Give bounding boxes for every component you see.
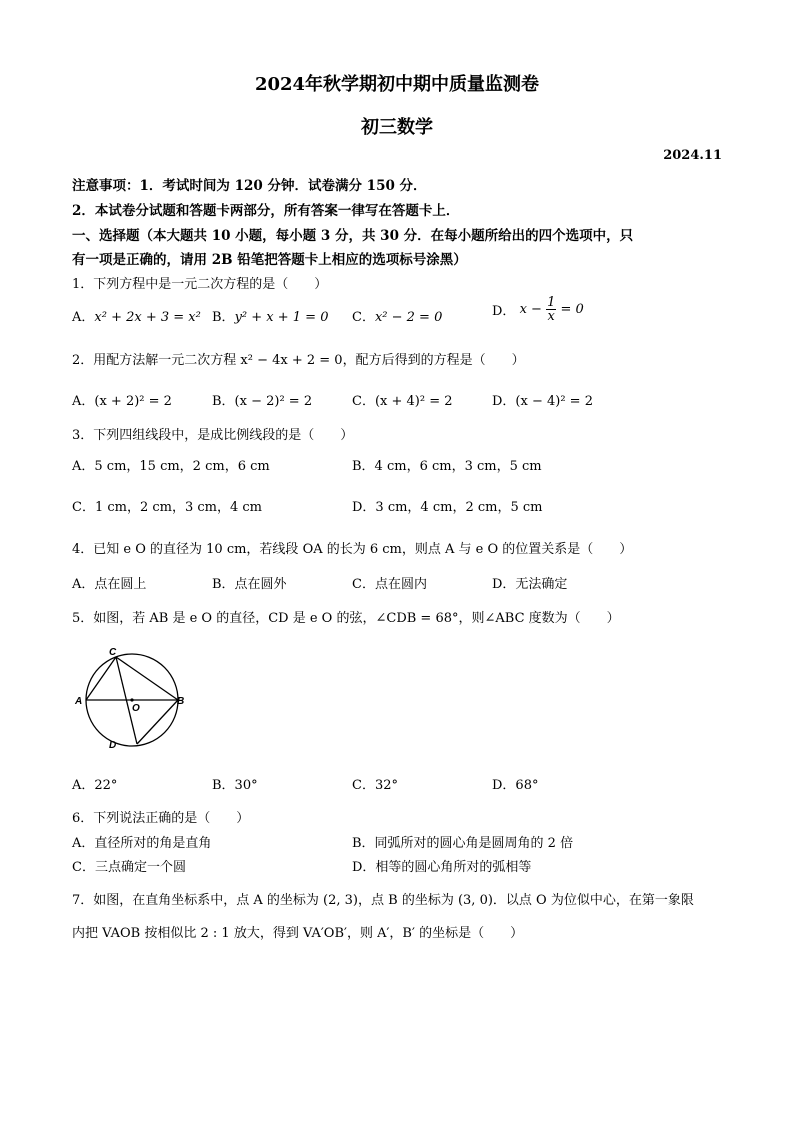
question-2-option-d: D．(x − 4)² = 2 [492,394,593,409]
circle-diagram-figure [72,644,188,754]
question-4-option-a: A．点在圆上 [72,577,147,592]
question-2-stem: 2．用配方法解一元二次方程 x² − 4x + 2 = 0，配方后得到的方程是（ ） [72,353,525,368]
question-3-stem: 3．下列四组线段中，是成比例线段的是（ ） [72,428,354,443]
fraction-one-over-x: $\frac{1}{x}$ [547,295,556,324]
question-5-option-b: B．30° [212,778,258,793]
question-4-option-c: C．点在圆内 [352,577,427,592]
question-4-option-d: D．无法确定 [492,577,568,592]
question-1-option-b: B．y² + x + 1 = 0 [212,310,329,325]
question-1-option-c-formula: x² − 2 = 0 [374,310,443,325]
section-1-heading-line-1: 一、选择题（本大题共 10 小题，每小题 3 分，共 30 分．在每小题所给出的四个选项中，只 [72,228,634,244]
question-4-option-b: B．点在圆外 [212,577,287,592]
label-point-d: D [109,740,117,751]
label-point-c: C [109,647,117,658]
question-1-option-c: C．x² − 2 = 0 [352,310,443,325]
label-point-b: B [177,696,185,707]
question-3-option-b: B．4 cm，6 cm，3 cm，5 cm [352,459,542,474]
question-1-option-d: D． x − $\frac{1}{x}$ = 0 [492,295,584,324]
notes-line-1: 注意事项：1．考试时间为 120 分钟．试卷满分 150 分． [72,178,427,194]
question-3-option-c: C．1 cm，2 cm，3 cm，4 cm [72,500,262,515]
question-5-stem: 5．如图，若 AB 是 e O 的直径，CD 是 e O 的弦，∠CDB = 68°，则∠ABC 度数为（ ） [72,611,620,626]
question-6-stem: 6．下列说法正确的是（ ） [72,811,250,826]
notes-line-2: 2．本试卷分试题和答题卡两部分，所有答案一律写在答题卡上． [72,203,460,219]
question-6-option-a: A．直径所对的角是直角 [72,836,212,851]
question-4-stem: 4．已知 e O 的直径为 10 cm，若线段 OA 的长为 6 cm，则点 A 与 e O 的位置关系是（ ） [72,542,633,557]
question-6-option-d: D．相等的圆心角所对的弧相等 [352,860,532,875]
question-3-option-a: A．5 cm，15 cm，2 cm，6 cm [72,459,270,474]
page-title: 2024年秋学期初中期中质量监测卷 [254,74,540,95]
question-5-option-d: D．68° [492,778,539,793]
exam-date: 2024.11 [663,148,722,163]
question-1-option-a-formula: x² + 2x + 3 = x² [94,310,201,325]
section-1-heading-line-2: 有一项是正确的，请用 2B 铅笔把答题卡上相应的选项标号涂黑） [72,252,467,268]
question-1-stem: 1．下列方程中是一元二次方程的是（ ） [72,277,328,292]
label-point-o: O [132,703,140,714]
question-2-option-c: C．(x + 4)² = 2 [352,394,453,409]
question-7-stem-line-2: 内把 VAOB 按相似比 2 : 1 放大，得到 VA′OB′，则 A′，B′ 的坐标是（ ） [72,926,524,941]
question-5-option-a: A．22° [72,778,118,793]
question-1-option-b-formula: y² + x + 1 = 0 [234,310,329,325]
question-3-option-d: D．3 cm，4 cm，2 cm，5 cm [352,500,543,515]
question-2-option-a: A．(x + 2)² = 2 [72,394,172,409]
question-6-option-c: C．三点确定一个圆 [72,860,186,875]
question-5-option-c: C．32° [352,778,398,793]
question-6-option-b: B．同弧所对的圆心角是圆周角的 2 倍 [352,836,574,851]
question-2-option-b: B．(x − 2)² = 2 [212,394,313,409]
page-subtitle: 初三数学 [361,117,433,138]
question-1-option-a: A．x² + 2x + 3 = x² [72,310,201,325]
segment-ac [86,657,116,700]
center-point-o [130,698,133,701]
question-7-stem-line-1: 7．如图，在直角坐标系中，点 A 的坐标为 (2, 3)，点 B 的坐标为 (3, 0)．以点 O 为位似中心，在第一象限 [72,893,694,908]
label-point-a: A [75,696,83,707]
